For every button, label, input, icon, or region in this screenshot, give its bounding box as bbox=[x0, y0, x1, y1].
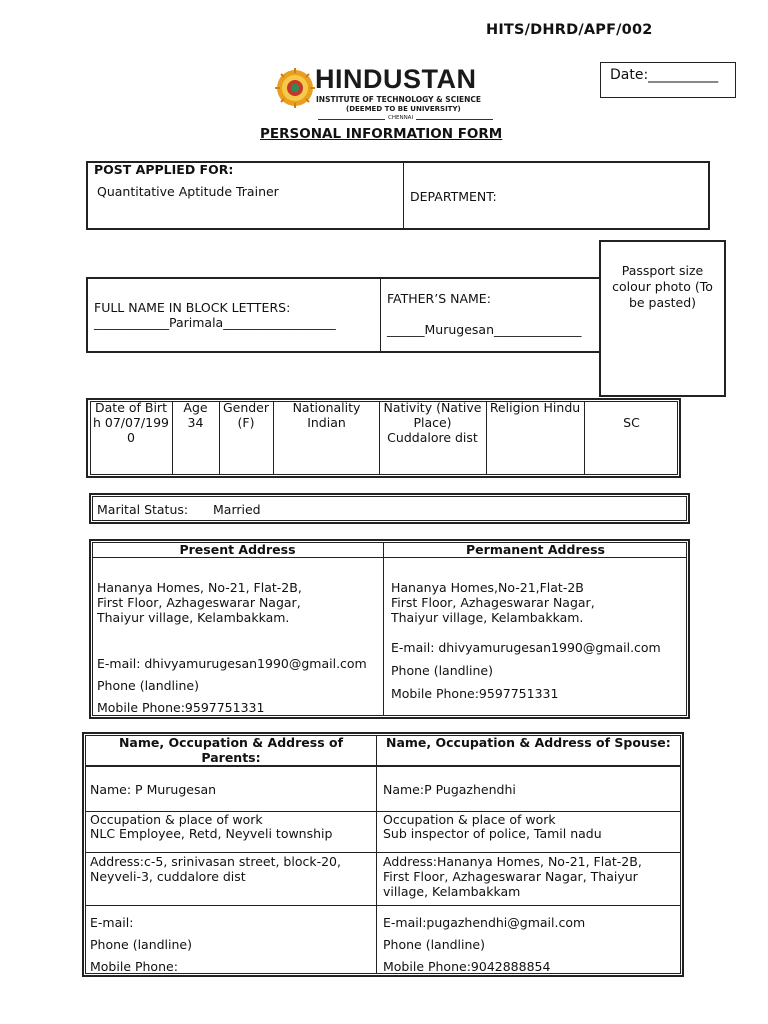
spouse-phone: Phone (landline) bbox=[383, 937, 485, 952]
photo-instructions: Passport size colour photo (To be pasted) bbox=[612, 263, 713, 310]
permanent-address: Hananya Homes,No-21,Flat-2B First Floor, Azhageswarar Nagar, Thaiyur village, Kelambakkam. bbox=[391, 580, 595, 625]
form-title: PERSONAL INFORMATION FORM bbox=[260, 126, 503, 142]
present-email: E-mail: dhivyamurugesan1990@gmail.com bbox=[97, 656, 367, 671]
parent-name: Name: P Murugesan bbox=[90, 782, 217, 797]
parent-mobile: Mobile Phone: bbox=[90, 959, 178, 974]
father-name-label: FATHER’S NAME: bbox=[387, 291, 491, 306]
age-cell: Age 34 bbox=[183, 400, 208, 430]
department-label: DEPARTMENT: bbox=[410, 189, 497, 204]
spouse-name: Name:P Pugazhendhi bbox=[383, 782, 516, 797]
full-name-label: FULL NAME IN BLOCK LETTERS: bbox=[94, 300, 291, 315]
parents-header: Name, Occupation & Address of Parents: bbox=[118, 735, 344, 765]
document-code: HITS/DHRD/APF/002 bbox=[486, 22, 653, 38]
father-name-value[interactable]: ______Murugesan______________ bbox=[387, 322, 582, 337]
logo-name: HINDUSTAN bbox=[315, 64, 477, 94]
marital-status-label: Marital Status: bbox=[97, 502, 189, 517]
date-field[interactable]: Date:__________ bbox=[600, 62, 736, 98]
permanent-address-header: Permanent Address bbox=[466, 542, 605, 557]
permanent-phone: Phone (landline) bbox=[391, 663, 493, 678]
logo-emblem-icon bbox=[275, 68, 315, 108]
spouse-header: Name, Occupation & Address of Spouse: bbox=[386, 735, 671, 750]
present-mobile: Mobile Phone:9597751331 bbox=[97, 700, 265, 715]
present-address: Hananya Homes, No-21, Flat-2B, First Floor, Azhageswarar Nagar, Thaiyur village, Kelambakkam. bbox=[97, 580, 302, 625]
parent-phone: Phone (landline) bbox=[90, 937, 192, 952]
marital-status-value[interactable]: Married bbox=[213, 502, 261, 517]
logo-city: CHENNAI bbox=[385, 115, 416, 121]
permanent-mobile: Mobile Phone:9597751331 bbox=[391, 686, 559, 701]
religion-cell: Religion Hindu bbox=[489, 400, 581, 415]
permanent-email: E-mail: dhivyamurugesan1990@gmail.com bbox=[391, 640, 661, 655]
parent-occupation: Occupation & place of work NLC Employee, Retd, Neyveli township bbox=[90, 812, 333, 841]
nationality-cell: Nationality Indian bbox=[292, 400, 361, 430]
spouse-mobile: Mobile Phone:9042888854 bbox=[383, 959, 551, 974]
parent-address: Address:c-5, srinivasan street, block-20, Neyveli-3, cuddalore dist bbox=[90, 854, 341, 884]
logo-subtitle-2: (DEEMED TO BE UNIVERSITY) bbox=[346, 105, 461, 113]
present-phone: Phone (landline) bbox=[97, 678, 199, 693]
spouse-occupation: Occupation & place of work Sub inspector of police, Tamil nadu bbox=[383, 812, 602, 841]
spouse-address: Address:Hananya Homes, No-21, Flat-2B, First Floor, Azhageswarar Nagar, Thaiyur village, Kelambakkam bbox=[383, 854, 642, 899]
spouse-email: E-mail:pugazhendhi@gmail.com bbox=[383, 915, 586, 930]
post-applied-label: POST APPLIED FOR: bbox=[94, 162, 234, 177]
logo-subtitle: INSTITUTE OF TECHNOLOGY & SCIENCE bbox=[316, 95, 482, 104]
community-cell: SC bbox=[623, 415, 640, 430]
present-address-header: Present Address bbox=[179, 542, 296, 557]
full-name-value[interactable]: ____________Parimala__________________ bbox=[94, 315, 336, 330]
nativity-cell: Nativity (Native Place) Cuddalore dist bbox=[383, 400, 482, 445]
parent-email: E-mail: bbox=[90, 915, 134, 930]
post-applied-value[interactable]: Quantitative Aptitude Trainer bbox=[97, 184, 279, 199]
institution-logo bbox=[275, 64, 495, 124]
dob-cell: Date of Birth 07/07/1990 bbox=[93, 400, 169, 445]
gender-cell: Gender (F) bbox=[222, 400, 270, 430]
